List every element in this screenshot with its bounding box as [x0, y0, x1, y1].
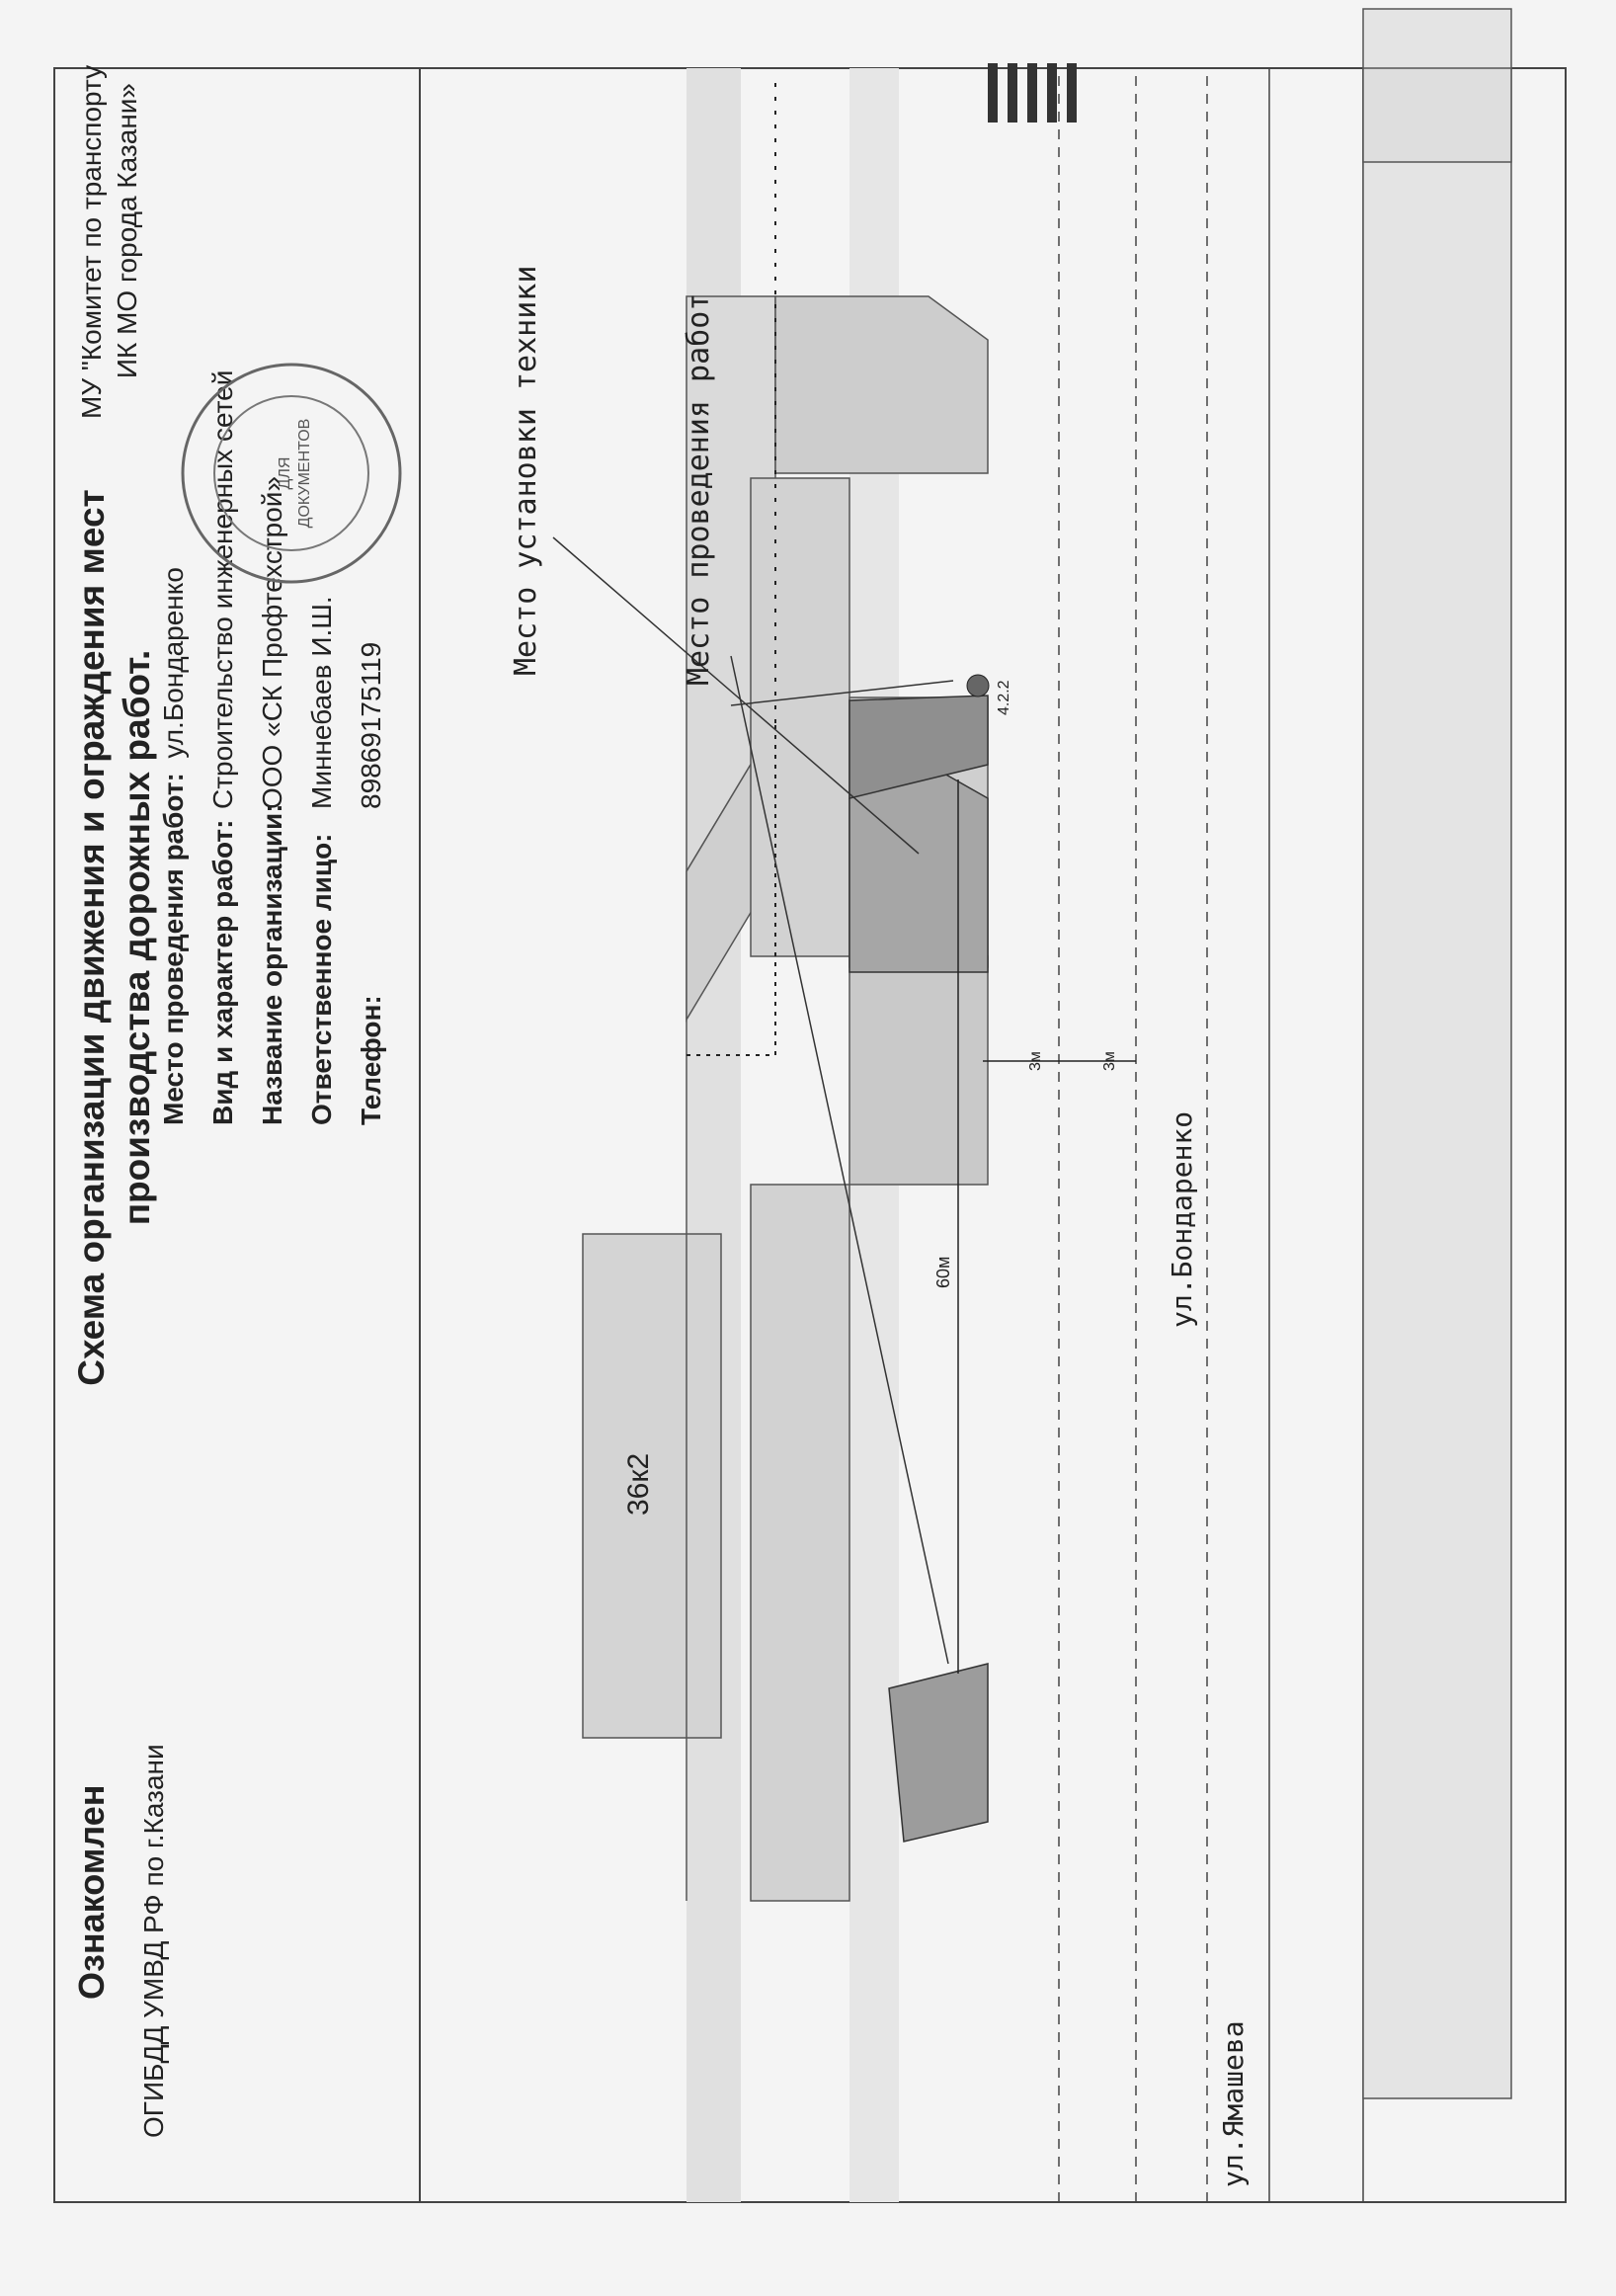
field-label-phone: Телефон: — [356, 995, 386, 1125]
field-value-work-type: Строительство инженерных сетей — [207, 369, 238, 809]
field-value-location: ул.Бондаренко — [158, 567, 189, 759]
sidewalk-block — [1363, 68, 1511, 162]
field-value-phone: 89869175119 — [356, 641, 386, 809]
street-label-side: ул.Ямашева — [1217, 2020, 1250, 2187]
parking-strip — [751, 478, 849, 956]
svg-text:ДЛЯ: ДЛЯ — [277, 456, 293, 490]
title-line2: производства дорожных работ. — [117, 649, 157, 1226]
pedestrian-crossing — [988, 63, 1077, 123]
acquainted-org: ОГИБДД УМВД РФ по г.Казани — [138, 1744, 169, 2138]
dim-length-label: 60м — [933, 1256, 953, 1288]
parking-strip — [775, 296, 988, 473]
field-label-organization: Название организации: — [257, 803, 287, 1125]
approver-block — [74, 64, 145, 419]
building-label: 36к2 — [622, 1452, 655, 1516]
field-label-responsible: Ответственное лицо: — [306, 833, 337, 1125]
title-line1: Схема организации движения и ограждения мест — [71, 489, 112, 1386]
sidewalk-block — [1363, 9, 1511, 2098]
dim-lane1-label: 3м — [1027, 1051, 1044, 1071]
field-value-organization: ООО «СК Профтехстрой» — [257, 475, 287, 809]
work-zone-right — [849, 765, 988, 972]
acquainted-title: Ознакомлен — [71, 1784, 112, 2000]
parking-strip — [849, 956, 988, 1185]
field-value-responsible: Миннебаев И.Ш. — [306, 596, 337, 809]
dim-lane2-label: 3м — [1101, 1051, 1118, 1071]
svg-text:ДОКУМЕНТОВ: ДОКУМЕНТОВ — [296, 418, 313, 529]
approver-line1: МУ "Комитет по транспорту — [76, 64, 107, 419]
street-label-main: ул.Бондаренко — [1166, 1110, 1198, 1328]
parking-strip — [751, 1185, 849, 1901]
label-equipment-place: Место установки техники — [509, 265, 543, 676]
field-label-work-type: Вид и характер работ: — [207, 819, 238, 1125]
field-label-location: Место проведения работ: — [158, 773, 189, 1125]
document-title — [69, 444, 160, 1432]
sign-code-label: 4.2.2 — [996, 680, 1012, 715]
road-sign-4-2-2-icon — [967, 675, 989, 697]
official-stamp — [173, 355, 410, 592]
work-zone-left — [889, 1664, 988, 1842]
label-works-place: Место проведения работ — [682, 292, 716, 686]
approver-line2: ИК МО города Казани» — [112, 83, 142, 379]
